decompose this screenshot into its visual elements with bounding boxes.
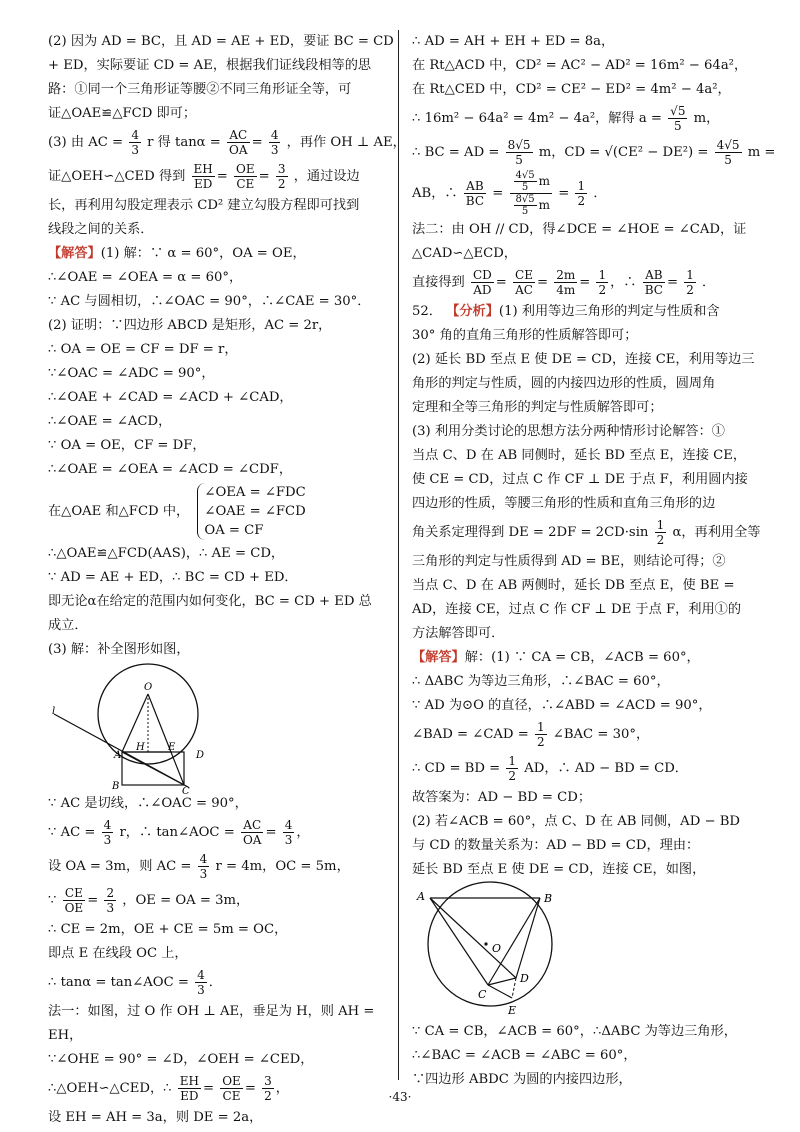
text-line: 证△OAE≌△FCD 即可； xyxy=(48,106,197,121)
fraction: $\frac{4}{3}$ xyxy=(103,818,112,847)
segment-ac xyxy=(430,898,488,985)
text-line: ∵四边形 ABDC 为圆的内接四边形， xyxy=(412,1072,632,1087)
cd-bd-line: ∴ CD = BD = $\frac{1}{2}$ AD，∴ AD − BD = CD． xyxy=(412,754,688,783)
text-line: ∴∠OAE = ∠OEA = α = 60°， xyxy=(48,270,243,285)
fraction: $\frac{2}{3}$ xyxy=(106,886,115,915)
text-line: ∴∠BAC = ∠ACB = ∠ABC = 60°， xyxy=(412,1048,637,1063)
fraction: $\frac{2m}{4m}$ xyxy=(556,268,576,297)
text-line: 30° 角的直角三角形的性质解答即可； xyxy=(412,328,638,343)
fraction: $\frac{4}{3}$ xyxy=(199,852,208,881)
text-line: (2) 延长 BD 至点 E 使 DE = CD，连接 CE，利用等边三 xyxy=(412,352,755,367)
text-line: (3) 解：补全图形如图， xyxy=(48,642,190,657)
right-column xyxy=(412,30,776,1092)
text-line: 方法解答即可． xyxy=(412,626,505,641)
segment-ad xyxy=(430,898,516,978)
fraction: $\frac{OE}{CE}$ xyxy=(236,162,255,191)
set-oa-line: 设 OA = 3m，则 AC = $\frac{4}{3}$ r = 4m，OC = 5m， xyxy=(48,852,350,881)
analysis-tag: 【分析】 xyxy=(446,304,499,319)
segment-oc xyxy=(148,694,184,785)
text-line: ∴△OAE≌△FCD(AAS)，∴ AE = CD， xyxy=(48,546,285,561)
fraction: $\frac{3}{2}$ xyxy=(264,1074,272,1103)
label-o: O xyxy=(144,682,153,693)
text-line: 路：①同一个三角形证等腰②不同三角形证全等，可 xyxy=(48,82,352,97)
tan-alpha-line: ∴ tanα = tan∠AOC = $\frac{4}{3}$ ． xyxy=(48,968,222,997)
fraction: $\frac{CD}{AD}$ xyxy=(472,268,492,297)
fraction: $\frac{1}{2}$ xyxy=(656,518,665,547)
analysis-similar-line: 证△OEH∽△CED 得到 $\frac{EH}{ED}$ = $\frac{OE}{CE}$ = $\frac{3}{2}$ ，通过设边 xyxy=(48,162,360,191)
text-line: ∵ AC 与圆相切，∴∠OAC = 90°，∴∠CAE = 30°． xyxy=(48,294,371,309)
text-line: ∴∠OAE + ∠CAD = ∠ACD + ∠CAD， xyxy=(48,390,293,405)
text-line: ∴ ΔABC 为等边三角形，∴∠BAC = 60°， xyxy=(412,674,670,689)
segment-de xyxy=(512,978,516,998)
label-c: C xyxy=(182,786,190,797)
answer-tag: 【解答】 xyxy=(48,246,101,261)
direct-ratio-line: 直接得到 $\frac{CD}{AD}$ = $\frac{CE}{AC}$ = $\frac{2m}{4m}$ = $\frac{1}{2}$ ，∴ $\frac{AB}{BC}$ = $\frac{1}{2}$ ． xyxy=(412,268,716,297)
analysis-part3-line: (3) 由 AC = $\frac{4}{3}$ r 得 tanα = $\frac{AC}{OA}$ = $\frac{4}{3}$ ，再作 OH ⊥ AE， xyxy=(48,128,406,157)
congruence-system: 在△OAE 和△FCD 中， ∠OEA = ∠FDC ∠OAE = ∠FCD OA = CF xyxy=(48,485,306,538)
fraction: $\frac{AC}{OA}$ xyxy=(229,128,248,157)
text-line: ∵ AC 是切线，∴∠OAC = 90°， xyxy=(48,796,248,811)
center-dot xyxy=(484,942,487,945)
fraction: $\frac{1}{2}$ xyxy=(577,179,586,208)
text-line: ∵ CA = CB，∠ACB = 60°，∴ΔABC 为等边三角形， xyxy=(412,1024,737,1039)
text-line: 长，再利用勾股定理表示 CD² 建立勾股方程即可找到 xyxy=(48,198,360,213)
text-line: AD，连接 CE，过点 C 作 CF ⊥ DE 于点 F，利用①的 xyxy=(412,602,742,617)
fraction: $\frac{OE}{CE}$ xyxy=(222,1074,241,1103)
label-b: B xyxy=(112,781,120,792)
analysis-part2 xyxy=(48,30,394,126)
fraction: $\frac{4√5}{5}$ xyxy=(716,138,740,167)
text-line: 在 Rt△ACD 中，CD² = AC² − AD² = 16m² − 64a²， xyxy=(412,58,748,73)
fraction: $\frac{4}{3}$ xyxy=(284,818,293,847)
page-number: ·43· xyxy=(388,1090,412,1104)
label-h: H xyxy=(136,742,145,753)
text-line: 当点 C、D 在 AB 同侧时，延长 BD 至点 E，连接 CE， xyxy=(412,448,747,463)
text-line: ∵∠OHE = 90° = ∠D，∠OEH = ∠CED， xyxy=(48,1052,314,1067)
text-line: ∴ AD = AH + EH + ED = 8a， xyxy=(412,34,615,49)
text-line: ∴ OA = OE = CF = DF = r， xyxy=(48,342,238,357)
problem-52-heading: 52． 【分析】(1) 利用等边三角形的判定与性质和含 xyxy=(412,304,720,319)
brace-system: ∠OEA = ∠FDC ∠OAE = ∠FCD OA = CF xyxy=(197,483,305,540)
label-l: l xyxy=(52,706,56,717)
text-line: 延长 BD 至点 E 使 DE = CD，连接 CE，如图， xyxy=(412,862,706,877)
text-line: 当点 C、D 在 AB 两侧时，延长 DB 至点 E，使 BE = xyxy=(412,578,735,593)
answer-heading: 【解答】(1) 解：∵ α = 60°，OA = OE， xyxy=(48,246,306,261)
fraction: $\frac{3}{2}$ xyxy=(277,162,286,191)
fraction: $\frac{1}{2}$ xyxy=(598,268,607,297)
fraction: $\frac{EH}{ED}$ xyxy=(179,1074,199,1103)
label-a: A xyxy=(417,890,425,903)
label-e: E xyxy=(168,742,176,753)
fraction: $\frac{CE}{AC}$ xyxy=(515,268,533,297)
text-line: ∵ AD 为⊙O 的直径，∴∠ABD = ∠ACD = 90°， xyxy=(412,698,712,713)
text-line: 法一：如图，过 O 作 OH ⊥ AE，垂足为 H，则 AH = xyxy=(48,1004,375,1019)
text-line: 定理和全等三角形的判定与性质解答即可； xyxy=(412,400,663,415)
text-line: 故答案为：AD − BD = CD； xyxy=(412,790,592,805)
text-line: 使 CE = CD，过点 C 作 CF ⊥ DE 于点 F，利用圆内接 xyxy=(412,472,748,487)
text-line: ∴∠OAE = ∠ACD， xyxy=(48,414,172,429)
fraction: $\frac{AC}{OA}$ xyxy=(242,818,262,847)
segment-bd xyxy=(516,898,540,978)
similar-ratio-line: ∴△OEH∽△CED，∴ $\frac{EH}{ED}$ = $\frac{OE}{CE}$ = $\frac{3}{2}$ ， xyxy=(48,1074,289,1103)
text-line: ∴ CE = 2m，OE + CE = 5m = OC， xyxy=(48,922,288,937)
tan-line: ∵ AC = $\frac{4}{3}$ r，∴ tan∠AOC = $\frac{AC}{OA}$ = $\frac{4}{3}$ ， xyxy=(48,818,310,847)
segment-ce xyxy=(488,985,512,998)
fraction: $\frac{1}{2}$ xyxy=(686,268,694,297)
text-line: 成立． xyxy=(48,618,88,633)
fraction: $\frac{8√5}{5}$ xyxy=(507,138,531,167)
text-line: 在 Rt△CED 中，CD² = CE² − ED² = 4m² − 4a²， xyxy=(412,82,731,97)
text-line: (2) 若∠ACB = 60°，点 C、D 在 AB 同侧，AD − BD xyxy=(412,814,740,829)
bc-cd-line: ∴ BC = AD = $\frac{8√5}{5}$ m，CD = √(CE² − DE²) = $\frac{4√5}{5}$ m = xyxy=(412,138,776,167)
solve-a-line: ∴ 16m² − 64a² = 4m² − 4a²，解得 a = $\frac{√5}{5}$ m， xyxy=(412,104,720,133)
label-d: D xyxy=(520,972,529,985)
text-line: + ED，实际要证 CD = AE，根据我们证线段相等的思 xyxy=(48,58,372,73)
figure-inscribed-quadrilateral xyxy=(412,882,582,1020)
ce-oe-line: ∵ $\frac{CE}{OE}$ = $\frac{2}{3}$ ，OE = OA = 3m， xyxy=(48,886,250,915)
ab-bc-ratio-line: AB，∴ $\frac{AB}{BC}$ = $\frac{4√5}{5}$ m $\frac{8√5}{5}$ m = $\frac{1}{2}$ ． xyxy=(412,170,607,217)
left-column xyxy=(48,30,406,1130)
text-line: ∴∠OAE = ∠OEA = ∠ACD = ∠CDF， xyxy=(48,462,293,477)
text-line: ∵ AD = AE + ED，∴ BC = CD + ED． xyxy=(48,570,298,585)
label-c: C xyxy=(478,988,487,1001)
answer-heading: 【解答】解：(1) ∵ CA = CB，∠ACB = 60°， xyxy=(412,650,700,665)
label-e: E xyxy=(508,1004,517,1017)
fraction: $\frac{1}{2}$ xyxy=(536,720,545,749)
text-line: 线段之间的关系． xyxy=(48,222,154,237)
label-b: B xyxy=(544,892,553,905)
text-line: 即点 E 在线段 OC 上， xyxy=(48,946,188,961)
figure-circle-tangent xyxy=(48,662,248,797)
text-line: 角形的判定与性质，圆的内接四边形的性质，圆周角 xyxy=(412,376,716,391)
text-line: 即无论α在给定的范围内如何变化，BC = CD + ED 总 xyxy=(48,594,372,609)
text-line: (2) 因为 AD = BC，且 AD = AE + ED，要证 BC = CD xyxy=(48,34,394,49)
text-line: 法二：由 OH // CD，得∠DCE = ∠HOE = ∠CAD，证 xyxy=(412,222,747,237)
compound-fraction: $\frac{4√5}{5}$ m $\frac{8√5}{5}$ m xyxy=(510,170,553,217)
fraction: $\frac{√5}{5}$ xyxy=(670,104,686,133)
text-line: 三角形的判定与性质得到 AD = BE，则结论可得；② xyxy=(412,554,726,569)
fraction: $\frac{1}{2}$ xyxy=(508,754,517,783)
label-o: O xyxy=(492,942,502,955)
angle-half-line: ∠BAD = ∠CAD = $\frac{1}{2}$ ∠BAC = 30°， xyxy=(412,720,650,749)
fraction: $\frac{EH}{ED}$ xyxy=(193,162,213,191)
problem-number: 52． xyxy=(412,304,442,319)
fraction: $\frac{CE}{OE}$ xyxy=(64,886,84,915)
circle-o xyxy=(428,882,552,1006)
sin-line: 角关系定理得到 DE = 2DF = 2CD·sin $\frac{1}{2}$ α，再利用全等 xyxy=(412,518,761,547)
text-line: EH， xyxy=(48,1028,83,1043)
text-line: (2) 证明：∵四边形 ABCD 是矩形，AC = 2r， xyxy=(48,318,332,333)
fraction: $\frac{AB}{BC}$ xyxy=(644,268,663,297)
fraction: $\frac{4}{3}$ xyxy=(131,128,139,157)
text-line: 设 EH = AH = 3a，则 DE = 2a， xyxy=(48,1110,263,1125)
fraction: $\frac{AB}{BC}$ xyxy=(465,179,485,208)
column-divider xyxy=(398,30,399,1080)
answer-tag: 【解答】 xyxy=(412,650,465,665)
text-line: 与 CD 的数量关系为：AD − BD = CD，理由： xyxy=(412,838,700,853)
label-a: A xyxy=(114,750,122,761)
label-d: D xyxy=(196,750,205,761)
text-line: (3) 利用分类讨论的思想方法分两种情形讨论解答：① xyxy=(412,424,725,439)
fraction: $\frac{4}{3}$ xyxy=(270,128,279,157)
text-line: △CAD∽△ECD， xyxy=(412,246,517,261)
text-line: ∵∠OAC = ∠ADC = 90°， xyxy=(48,366,215,381)
text-line: ∵ OA = OE，CF = DF， xyxy=(48,438,206,453)
fraction: $\frac{4}{3}$ xyxy=(197,968,205,997)
text-line: 四边形的性质，等腰三角形的性质和直角三角形的边 xyxy=(412,496,716,511)
